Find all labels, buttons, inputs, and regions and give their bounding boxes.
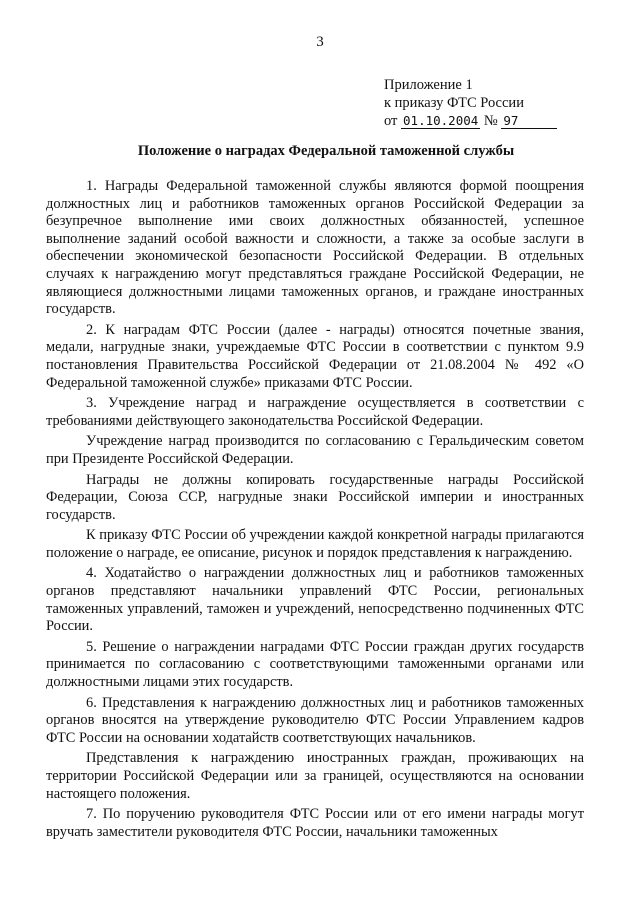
appendix-number: 97 (501, 114, 557, 129)
appendix-line-3 (384, 112, 557, 130)
appendix-number-label: № (483, 113, 498, 129)
paragraph-4: 4. Ходатайство о награждении должностных лиц и работников таможенных органов представляют начальники управлений ФТС России, региональных таможенных управлений, таможен и учреждений, непосредственно подчиненных ФТС России. (46, 565, 584, 635)
appendix-date: 01.10.2004 (403, 113, 479, 128)
document-body (46, 178, 584, 844)
paragraph-5: 5. Решение о награждении наградами ФТС России граждан других государств принимается по согласованию с соответствующими таможенными органами или должностными лицами этих государств. (46, 638, 584, 691)
appendix-line-2: к приказу ФТС России (384, 95, 524, 111)
paragraph-3-copying: Награды не должны копировать государственные награды Российской Федерации, Союза ССР, нагрудные знаки Российской империи и иностранных государств. (46, 471, 584, 523)
paragraph-2: 2. К наградам ФТС России (далее - награды) относятся почетные звания, медали, нагрудные знаки, учреждаемые ФТС России в соответствии с пунктом 9.9 постановления Правительства Российской Федерации от 21.08.2004 № 492 «О Федеральной таможенной службе» приказами ФТС России. (46, 321, 584, 391)
paragraph-3-heraldic: Учреждение наград производится по согласованию с Геральдическим советом при Президенте Российской Федерации. (46, 433, 584, 467)
paragraph-6: 6. Представления к награждению должностных лиц и работников таможенных органов вносятся на утверждение руководителю ФТС России Управлением кадров ФТС России на основании ходатайств соответствующих начальников. (46, 694, 584, 746)
paragraph-7: 7. По поручению руководителя ФТС России или от его имени награды могут вручать заместители руководителя ФТС России, начальники таможенных (46, 806, 584, 840)
page-number: 3 (316, 34, 324, 50)
paragraph-3: 3. Учреждение наград и награждение осуществляется в соответствии с требованиями действующего законодательства Российской Федерации. (46, 395, 584, 429)
appendix-header (384, 76, 557, 130)
appendix-from-label: от (384, 113, 398, 129)
paragraph-6-foreign: Представления к награждению иностранных граждан, проживающих на территории Российской Федерации или за границей, осуществляются на основании настоящего положения. (46, 750, 584, 802)
paragraph-3-order: К приказу ФТС России об учреждении каждой конкретной награды прилагаются положение о награде, ее описание, рисунок и порядок представления к награждению. (46, 527, 584, 561)
appendix-line-1: Приложение 1 (384, 77, 473, 93)
document-title: Положение о наградах Федеральной таможенной службы (137, 143, 515, 159)
paragraph-1: 1. Награды Федеральной таможенной службы являются формой поощрения должностных лиц и работников таможенных органов Российской Федерации за безупречное выполнение ими своих должностных обязанностей, успешное выполнение заданий особой важности и сложности, а также за особые заслуги в обеспечении экономической безопасности Российской Федерации. В отдельных случаях к награждению могут представляться граждане Российской Федерации, не являющиеся должностными лицами таможенных органов, и граждане иностранных государств. (46, 178, 584, 318)
